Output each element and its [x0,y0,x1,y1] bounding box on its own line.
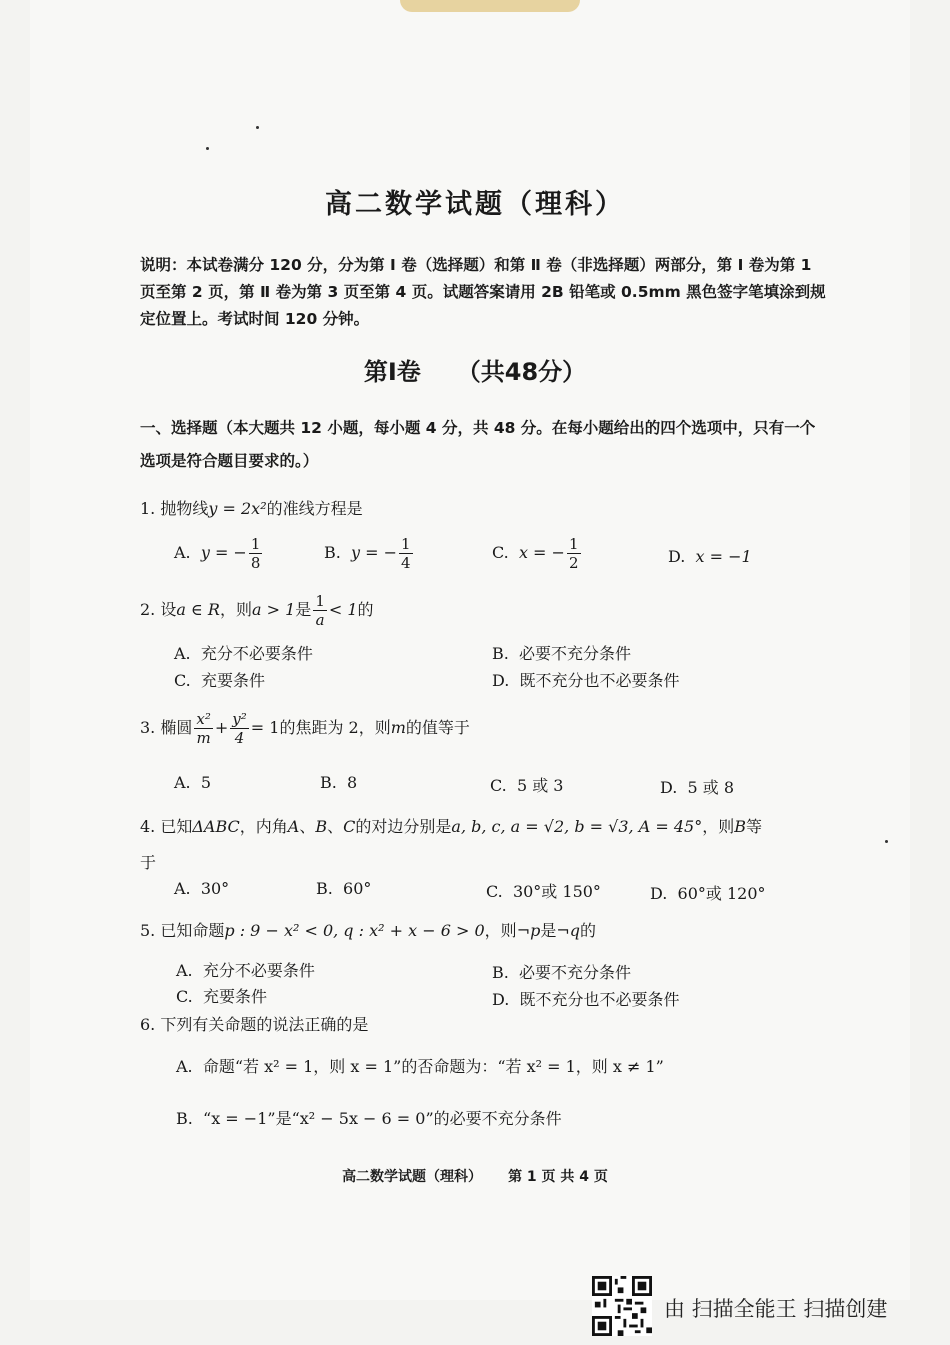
question-number: 2. [140,600,156,619]
option-text: 30° [200,879,230,898]
math-expression: a ∈ R [176,600,220,619]
footer-title: 高二数学试题（理科） [342,1169,483,1185]
option-text: “x = −1”是“x² − 5x − 6 = 0”的必要不充分条件 [203,1109,562,1128]
section-score: （共48分） [456,358,587,386]
option-a [174,641,313,664]
option-text: 5 [200,773,211,792]
option-label: A. [174,543,191,562]
option-c [176,984,267,1007]
option-a [174,773,211,792]
question-text: 是 [295,600,312,619]
fraction [313,592,327,629]
option-b [316,879,371,898]
question-text: ，则 [484,921,517,940]
math-expression: p : 9 − x² < 0, q : x² + x − 6 > 0 [224,921,485,940]
scan-smudge [400,0,580,12]
question-number: 6. [140,1015,156,1034]
option-label: D. [650,884,668,903]
math-expression: ΔABC [192,817,240,836]
math-expression: ¬q [556,921,581,940]
option-label: B. [316,879,333,898]
question-text: 的 [357,600,374,619]
exam-instructions: 说明：本试卷满分 120 分，分为第 Ⅰ 卷（选择题）和第 Ⅱ 卷（非选择题）两部分，第 Ⅰ 卷为第 1 页至第 2 页，第 Ⅱ 卷为第 3 页至第 4 页。试题答案请用 2B 铅笔或 0.5mm 黑色签字笔填涂到规定位置上。考试时间 120 分钟。 [140,256,826,328]
option-text: 30°或 150° [512,882,601,901]
page-number: 第 1 页 共 4 页 [508,1169,608,1185]
question-text: ，内角 [239,817,288,836]
option-text: 5 或 8 [687,778,735,797]
question-text: ，则 [219,600,252,619]
fraction-denominator: 2 [568,554,579,572]
option-label: A. [176,1057,193,1076]
option-label: C. [490,776,507,795]
question-text: 下列有关命题的说法正确的是 [160,1015,369,1034]
question-number: 1. [140,499,156,518]
option-text: 8 [347,773,358,792]
option-label: D. [492,990,510,1009]
option-label: A. [174,879,191,898]
fraction-denominator: m [196,729,211,747]
question-3 [140,710,470,747]
option-b [324,535,415,572]
option-label: D. [668,547,686,566]
math-expression: C [343,817,356,836]
option-text: 充分不必要条件 [202,961,315,980]
question-text: 已知 [160,817,193,836]
fraction-denominator: 4 [401,554,411,572]
option-text: 充分不必要条件 [200,644,313,663]
option-label: B. [492,963,509,982]
option-label: C. [492,543,509,562]
section-name: 第Ⅰ卷 [363,358,421,386]
option-text: 60° [343,879,372,898]
math-expression: = 1 [250,718,280,737]
scan-speck [206,147,209,150]
math-operator: + [214,718,229,737]
question-text: 椭圆 [160,718,193,737]
option-label: C. [486,882,503,901]
fraction [399,535,413,572]
option-b [176,1106,562,1129]
option-c [492,535,583,572]
option-b [492,641,631,664]
option-label: A. [174,773,191,792]
question-text: 等 [745,817,762,836]
option-math: x = −1 [695,547,752,566]
question-number: 5. [140,921,156,940]
question-number: 3. [140,718,156,737]
fraction [230,710,249,747]
option-math: y = − [200,543,247,562]
question-text: 抛物线 [160,499,209,518]
question-text: 的焦距为 2，则 [279,718,391,737]
option-text: 充要条件 [200,671,265,690]
fraction-numerator: 1 [250,535,261,553]
question-5 [140,918,596,941]
question-text: 、 [299,817,316,836]
question-text: 设 [160,600,177,619]
section-heading [0,352,950,387]
option-b [320,773,357,792]
question-4-wrap: 于 [140,853,157,872]
fraction-numerator: x² [196,710,211,728]
math-expression: < 1 [328,600,358,619]
page-footer [0,1166,950,1186]
question-2 [140,592,374,629]
option-b [492,960,631,983]
option-a [174,535,264,572]
math-expression: B [734,817,746,836]
math-expression: m [390,718,406,737]
part-instructions: 一、选择题（本大题共 12 小题，每小题 4 分，共 48 分。在每小题给出的四个选项中，只有一个选项是符合题目要求的。） [140,419,816,470]
option-text: 既不充分也不必要条件 [519,671,680,690]
option-math: x = − [518,543,565,562]
page-title: 高二数学试题（理科） [325,189,625,220]
question-4 [140,814,762,837]
option-label: B. [176,1109,193,1128]
fraction [567,535,581,572]
option-label: C. [174,671,191,690]
question-text: 的准线方程是 [266,499,363,518]
option-a [174,879,229,898]
option-text: 5 或 3 [516,776,564,795]
scanner-watermark: 由 扫描全能王 扫描创建 [664,1297,888,1321]
option-d [492,668,680,691]
fraction-numerator: 1 [401,535,411,553]
qr-code-icon [592,1276,652,1336]
option-label: D. [492,671,510,690]
option-label: B. [324,543,341,562]
option-c [490,773,563,796]
fraction-numerator: 1 [568,535,579,553]
option-text: 必要不充分条件 [519,963,632,982]
option-label: A. [174,644,191,663]
fraction-denominator: 4 [234,729,245,747]
math-expression: ¬p [516,921,541,940]
option-text: 60°或 120° [677,884,766,903]
question-text: 已知命题 [160,921,225,940]
question-text: 的 [580,921,597,940]
question-number: 4. [140,817,156,836]
question-text: 的对边分别是 [355,817,452,836]
option-label: B. [492,644,509,663]
question-text: 的值等于 [405,718,470,737]
option-text: 既不充分也不必要条件 [519,990,680,1009]
question-1 [140,496,363,519]
math-expression: y = 2x² [208,499,267,518]
option-text: 必要不充分条件 [519,644,632,663]
fraction [194,710,212,747]
math-expression: B [315,817,328,836]
scan-speck [885,840,888,843]
fraction-denominator: 8 [250,554,261,572]
option-label: C. [176,987,193,1006]
option-c [174,668,265,691]
option-label: B. [320,773,337,792]
math-expression: a > 1 [252,600,296,619]
fraction [249,535,263,572]
option-a [176,958,315,981]
option-label: D. [660,778,678,797]
scan-speck [256,126,259,129]
option-a [176,1054,664,1077]
option-d [650,881,766,904]
option-c [486,879,601,902]
question-text: ，则 [702,817,735,836]
fraction-numerator: 1 [315,592,325,610]
fraction-denominator: a [315,611,325,629]
option-d [668,547,752,566]
option-text: 充要条件 [202,987,267,1006]
fraction-numerator: y² [232,710,247,728]
option-label: A. [176,961,193,980]
option-d [492,987,680,1010]
option-text: 命题“若 x² = 1，则 x = 1”的否命题为：“若 x² = 1，则 x ≠ 1” [202,1057,664,1076]
question-text: 、 [327,817,344,836]
option-math: y = − [351,543,398,562]
math-expression: a, b, c, a = √2, b = √3, A = 45° [451,817,703,836]
question-text: 是 [540,921,557,940]
option-d [660,775,734,798]
math-expression: A [287,817,300,836]
question-6 [140,1012,368,1035]
